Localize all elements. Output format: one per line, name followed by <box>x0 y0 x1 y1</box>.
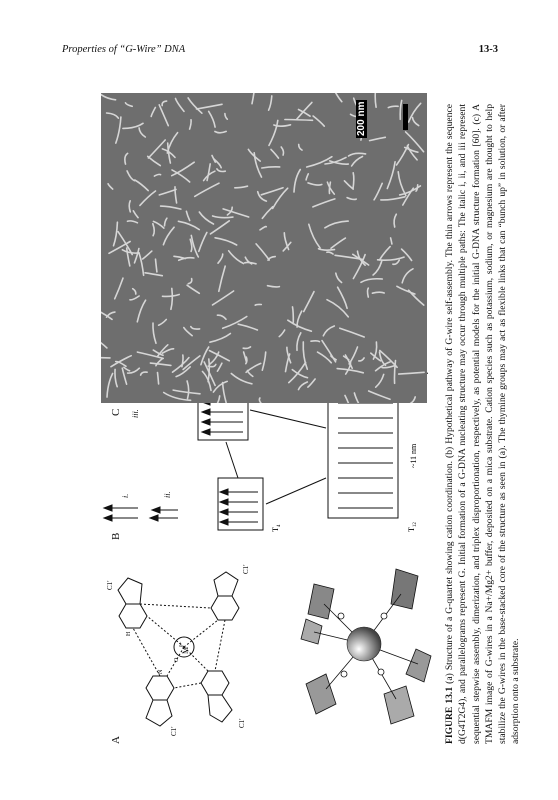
g-wire-strand <box>101 358 110 359</box>
c1-top-label: C1′ <box>106 580 114 590</box>
rotated-figure <box>38 90 522 758</box>
cation-label: M <box>181 646 190 654</box>
caption-text: (a) Structure of a G-quartet showing cation coordination. (b) Hypothetical pathway of G-wire self-assembly. The thin arrows represent the sequence d(G4T2G4), and parallelograms represent G. Initial formation of a G-DNA nucleating structure may occur through multiple paths: The italic i, ii, and iii represent sequential stepwise assembly, dimerization, and triplex disproportionation, respectively, as potential models for the initial G-DNA structure formation [60]. (c) A TMAFM image of G-wires in a Na+/Mg2+ buffer, deposited on a mica substrate. Cation species such as potassium, sodium, or magnesium are thought to help stabilize the G-wires in the base-stacked core of the structure as seen in (a). The thymine groups may act as flexible links that can “bunch up” in solution, or after adsorption onto a substrate. <box>444 104 522 744</box>
size-label: ~11 nm <box>409 443 418 468</box>
t4-label: $T_4$ <box>271 524 282 532</box>
atom-n-label: N <box>158 669 164 674</box>
step-i-label: i. <box>121 493 130 498</box>
figure-caption <box>443 104 523 744</box>
g-wire-strand <box>353 173 354 189</box>
running-title: Properties of “G-Wire” DNA <box>62 44 186 55</box>
c1-right-label: C1′ <box>242 564 250 574</box>
tmafm-micrograph <box>101 93 427 403</box>
atom-h-label: H <box>126 631 132 636</box>
scale-bar-label: 200 nm <box>356 101 367 136</box>
g-quartet-structure <box>98 550 278 740</box>
g-wire-strand <box>311 341 319 342</box>
scale-bar <box>373 100 413 132</box>
atom-o-label: O <box>174 657 180 662</box>
page-number: 13-3 <box>478 44 498 55</box>
step-ii-label: ii. <box>163 491 172 498</box>
g-wire-strand <box>368 288 369 297</box>
panel-b-label: B <box>110 532 122 540</box>
c1-left-label: C1′ <box>170 726 178 736</box>
g-wire-strand <box>285 120 313 121</box>
panel-a-label: A <box>110 736 122 744</box>
g-wire-strand <box>158 373 159 384</box>
cation-charge: n+ <box>179 641 184 647</box>
g-wire-strand <box>293 307 294 322</box>
g-wire-strand <box>255 304 261 305</box>
t12-label: $T_{12}$ <box>407 522 418 532</box>
caption-lead: FIGURE 13.1 <box>444 686 455 744</box>
panel-c-label: C <box>110 408 122 416</box>
cation-coordination-model <box>296 544 436 744</box>
step-iii-label: iii. <box>131 409 140 418</box>
c1-bottom-label: C1′ <box>238 718 246 728</box>
